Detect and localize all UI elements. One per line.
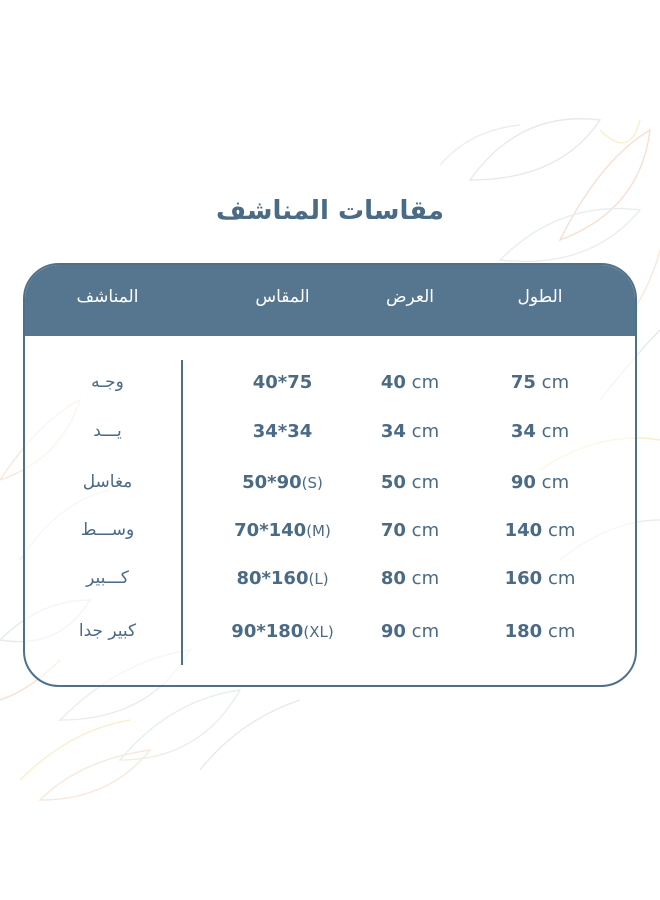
header-length: الطول <box>517 287 563 307</box>
length-value <box>480 472 600 493</box>
table-row <box>25 421 635 453</box>
towel-name: مغاسل <box>82 472 133 492</box>
length-value <box>480 421 600 442</box>
page-title: مقاسات المناشف <box>215 196 445 226</box>
size-suffix: (M) <box>306 522 331 540</box>
length-number: 160 <box>504 568 543 589</box>
size-value <box>215 472 350 493</box>
length-number: 140 <box>504 520 543 541</box>
size-main: 80*160 <box>236 568 309 589</box>
towel-name: كبير جدا <box>78 621 137 641</box>
table-row <box>25 568 635 600</box>
width-unit: cm <box>411 372 440 393</box>
size-value <box>215 520 350 541</box>
length-value <box>480 372 600 393</box>
length-number: 90 <box>510 472 536 493</box>
table-header <box>25 265 635 336</box>
width-unit: cm <box>411 421 440 442</box>
length-number: 180 <box>504 621 543 642</box>
column-divider <box>181 360 183 665</box>
header-size: المقاس <box>255 287 310 307</box>
towel-name: كـــبير <box>86 568 129 588</box>
size-value <box>215 568 350 589</box>
width-value <box>360 621 460 642</box>
towel-name: وجـه <box>91 372 124 392</box>
length-value <box>480 568 600 589</box>
size-value <box>215 421 350 442</box>
size-main: 90*180 <box>231 621 304 642</box>
size-suffix: (S) <box>301 474 323 492</box>
length-unit: cm <box>547 568 576 589</box>
width-value <box>360 520 460 541</box>
width-value <box>360 421 460 442</box>
size-suffix: (XL) <box>303 623 334 641</box>
towel-name: يـــد <box>93 421 122 441</box>
size-table <box>23 263 637 687</box>
table-row <box>25 472 635 504</box>
width-unit: cm <box>411 621 440 642</box>
width-number: 90 <box>380 621 406 642</box>
width-number: 50 <box>380 472 406 493</box>
length-number: 34 <box>510 421 536 442</box>
size-main: 50*90 <box>242 472 302 493</box>
table-row <box>25 372 635 404</box>
size-value <box>215 372 350 393</box>
header-width: العرض <box>385 287 435 307</box>
width-number: 34 <box>380 421 406 442</box>
width-value <box>360 372 460 393</box>
towel-name: وســـط <box>80 520 135 540</box>
length-value <box>480 621 600 642</box>
header-towels: المناشف <box>76 287 139 307</box>
length-unit: cm <box>541 472 570 493</box>
size-main: 34*34 <box>252 421 313 442</box>
table-row <box>25 520 635 552</box>
length-unit: cm <box>547 520 576 541</box>
size-value <box>215 621 350 642</box>
size-main: 40*75 <box>252 372 313 393</box>
width-number: 80 <box>380 568 406 589</box>
length-unit: cm <box>547 621 576 642</box>
size-main: 70*140 <box>234 520 307 541</box>
length-value <box>480 520 600 541</box>
width-value <box>360 568 460 589</box>
length-unit: cm <box>541 421 570 442</box>
size-suffix: (L) <box>308 570 329 588</box>
width-unit: cm <box>411 520 440 541</box>
table-row <box>25 621 635 653</box>
width-number: 40 <box>380 372 406 393</box>
width-unit: cm <box>411 568 440 589</box>
length-unit: cm <box>541 372 570 393</box>
width-value <box>360 472 460 493</box>
width-unit: cm <box>411 472 440 493</box>
width-number: 70 <box>380 520 406 541</box>
length-number: 75 <box>510 372 536 393</box>
